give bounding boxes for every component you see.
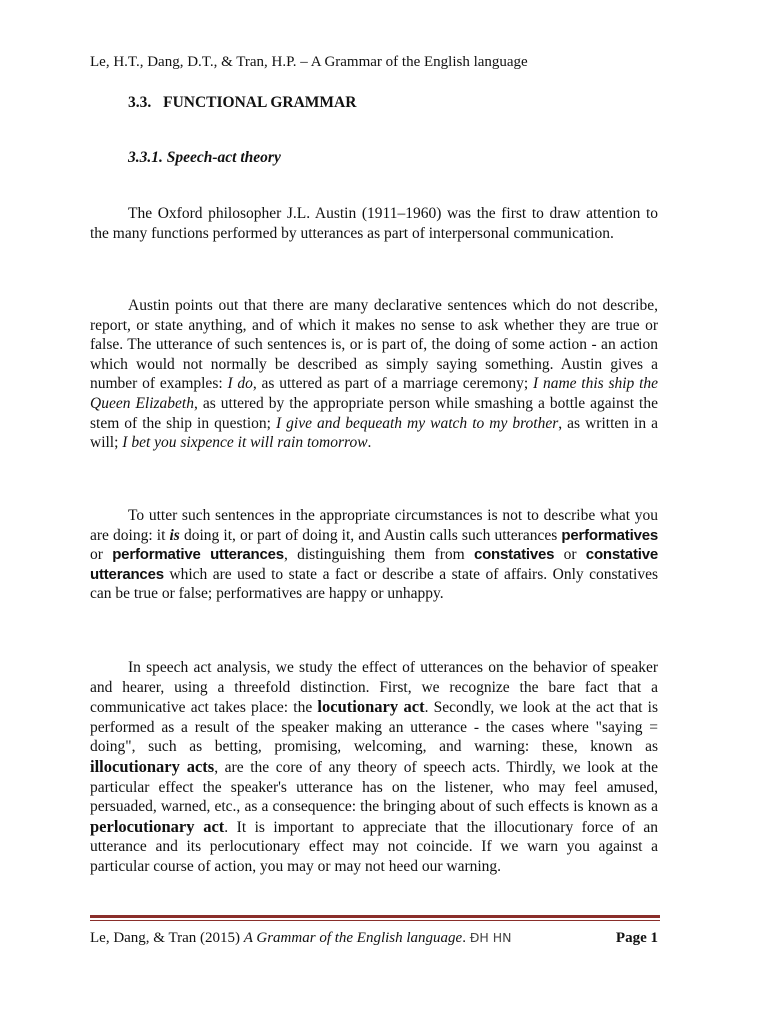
- text-run: which are used to state a fact or describe a state of affairs. Only constatives can be true or false; performatives are happy or unhappy.: [90, 565, 658, 603]
- term-illocutionary-acts: illocutionary acts: [90, 756, 215, 776]
- example-name-ship: I name this ship the Queen Elizabeth: [90, 375, 659, 412]
- text-run: , as written in a will;: [90, 414, 658, 452]
- term-constatives: constatives: [473, 546, 555, 564]
- term-performative-utterances: performative utterances: [112, 546, 284, 564]
- section-number: 3.3.: [128, 94, 152, 111]
- term-constative-utterances: constative utterances: [90, 546, 658, 583]
- example-bequeath: I give and bequeath my watch to my brother: [275, 414, 559, 432]
- footer-citation: [90, 930, 512, 946]
- emphasis-is: is: [169, 526, 180, 544]
- term-performatives: performatives: [561, 526, 658, 544]
- text-run: doing it, or part of doing it, and Austin calls such utterances: [179, 526, 562, 544]
- text-run: or: [554, 546, 586, 564]
- example-i-do: I do: [227, 375, 253, 393]
- footer-rule-thick: [90, 915, 660, 918]
- text-run: , as uttered by the appropriate person while smashing a bottle against the stem of the ship in question;: [90, 394, 658, 432]
- citation-separator: .: [462, 930, 470, 946]
- text-run: To utter such sentences in the appropriate circumstances is not to describe what you are doing: it: [90, 507, 658, 544]
- term-perlocutionary-act: perlocutionary act: [90, 816, 225, 836]
- example-bet: I bet you sixpence it will rain tomorrow: [122, 434, 368, 452]
- text-run: , are the core of any theory of speech acts. Thirdly, we look at the particular effect the speaker's utterance has on the listener, who may feel amused, persuaded, warned, etc., as a consequence: the bringing about of such effects is known as a: [90, 758, 658, 816]
- paragraph-3: [90, 506, 658, 604]
- text-run: In speech act analysis, we study the effect of utterances on the behavior of speaker and hearer, using a threefold distinction. First, we recognize the bare fact that a communicative act takes place: the: [90, 659, 658, 717]
- term-locutionary-act: locutionary act: [317, 697, 425, 717]
- text-run: , as uttered as part of a marriage ceremony;: [252, 375, 533, 393]
- paragraph-1: The Oxford philosopher J.L. Austin (1911–1960) was the first to draw attention to the many functions performed by utterances as part of interpersonal communication.: [90, 205, 658, 242]
- text-run: or: [90, 546, 113, 564]
- section-heading: [128, 94, 356, 112]
- running-head: Le, H.T., Dang, D.T., & Tran, H.P. – A Grammar of the English language: [90, 54, 528, 70]
- text-run: .: [367, 434, 372, 452]
- text-run: . Secondly, we look at the act that is performed as a result of the speaker making an utterance - the cases where "saying = doing", such as betting, promising, welcoming, and warning: these, known as: [90, 699, 659, 756]
- citation-institution: ĐH HN: [469, 930, 512, 945]
- page-number: Page 1: [615, 930, 658, 946]
- page-footer: [90, 928, 660, 948]
- citation-title: A Grammar of the English language: [243, 930, 463, 946]
- text-run: Austin points out that there are many declarative sentences which do not describe, report, or state anything, and of which it makes no sense to ask whether they are true or false. The utterance of such sentences is, or is part of, the doing of some action - an action which would not normally be described as simply saying something. Austin gives a number of examples:: [90, 297, 658, 393]
- text-run: , distinguishing them from: [283, 546, 474, 564]
- paragraph-2: [90, 296, 658, 453]
- paragraph-4: [90, 658, 658, 877]
- footer-rule-thin: [90, 920, 660, 921]
- subsection-heading: 3.3.1. Speech-act theory: [128, 149, 281, 166]
- text-run: . It is important to appreciate that the illocutionary force of an utterance and its perlocutionary effect may not coincide. If we warn you against a particular course of action, you may or may not heed our warning.: [90, 818, 659, 875]
- citation-authors: Le, Dang, & Tran (2015): [90, 930, 244, 946]
- section-title: FUNCTIONAL GRAMMAR: [163, 94, 357, 111]
